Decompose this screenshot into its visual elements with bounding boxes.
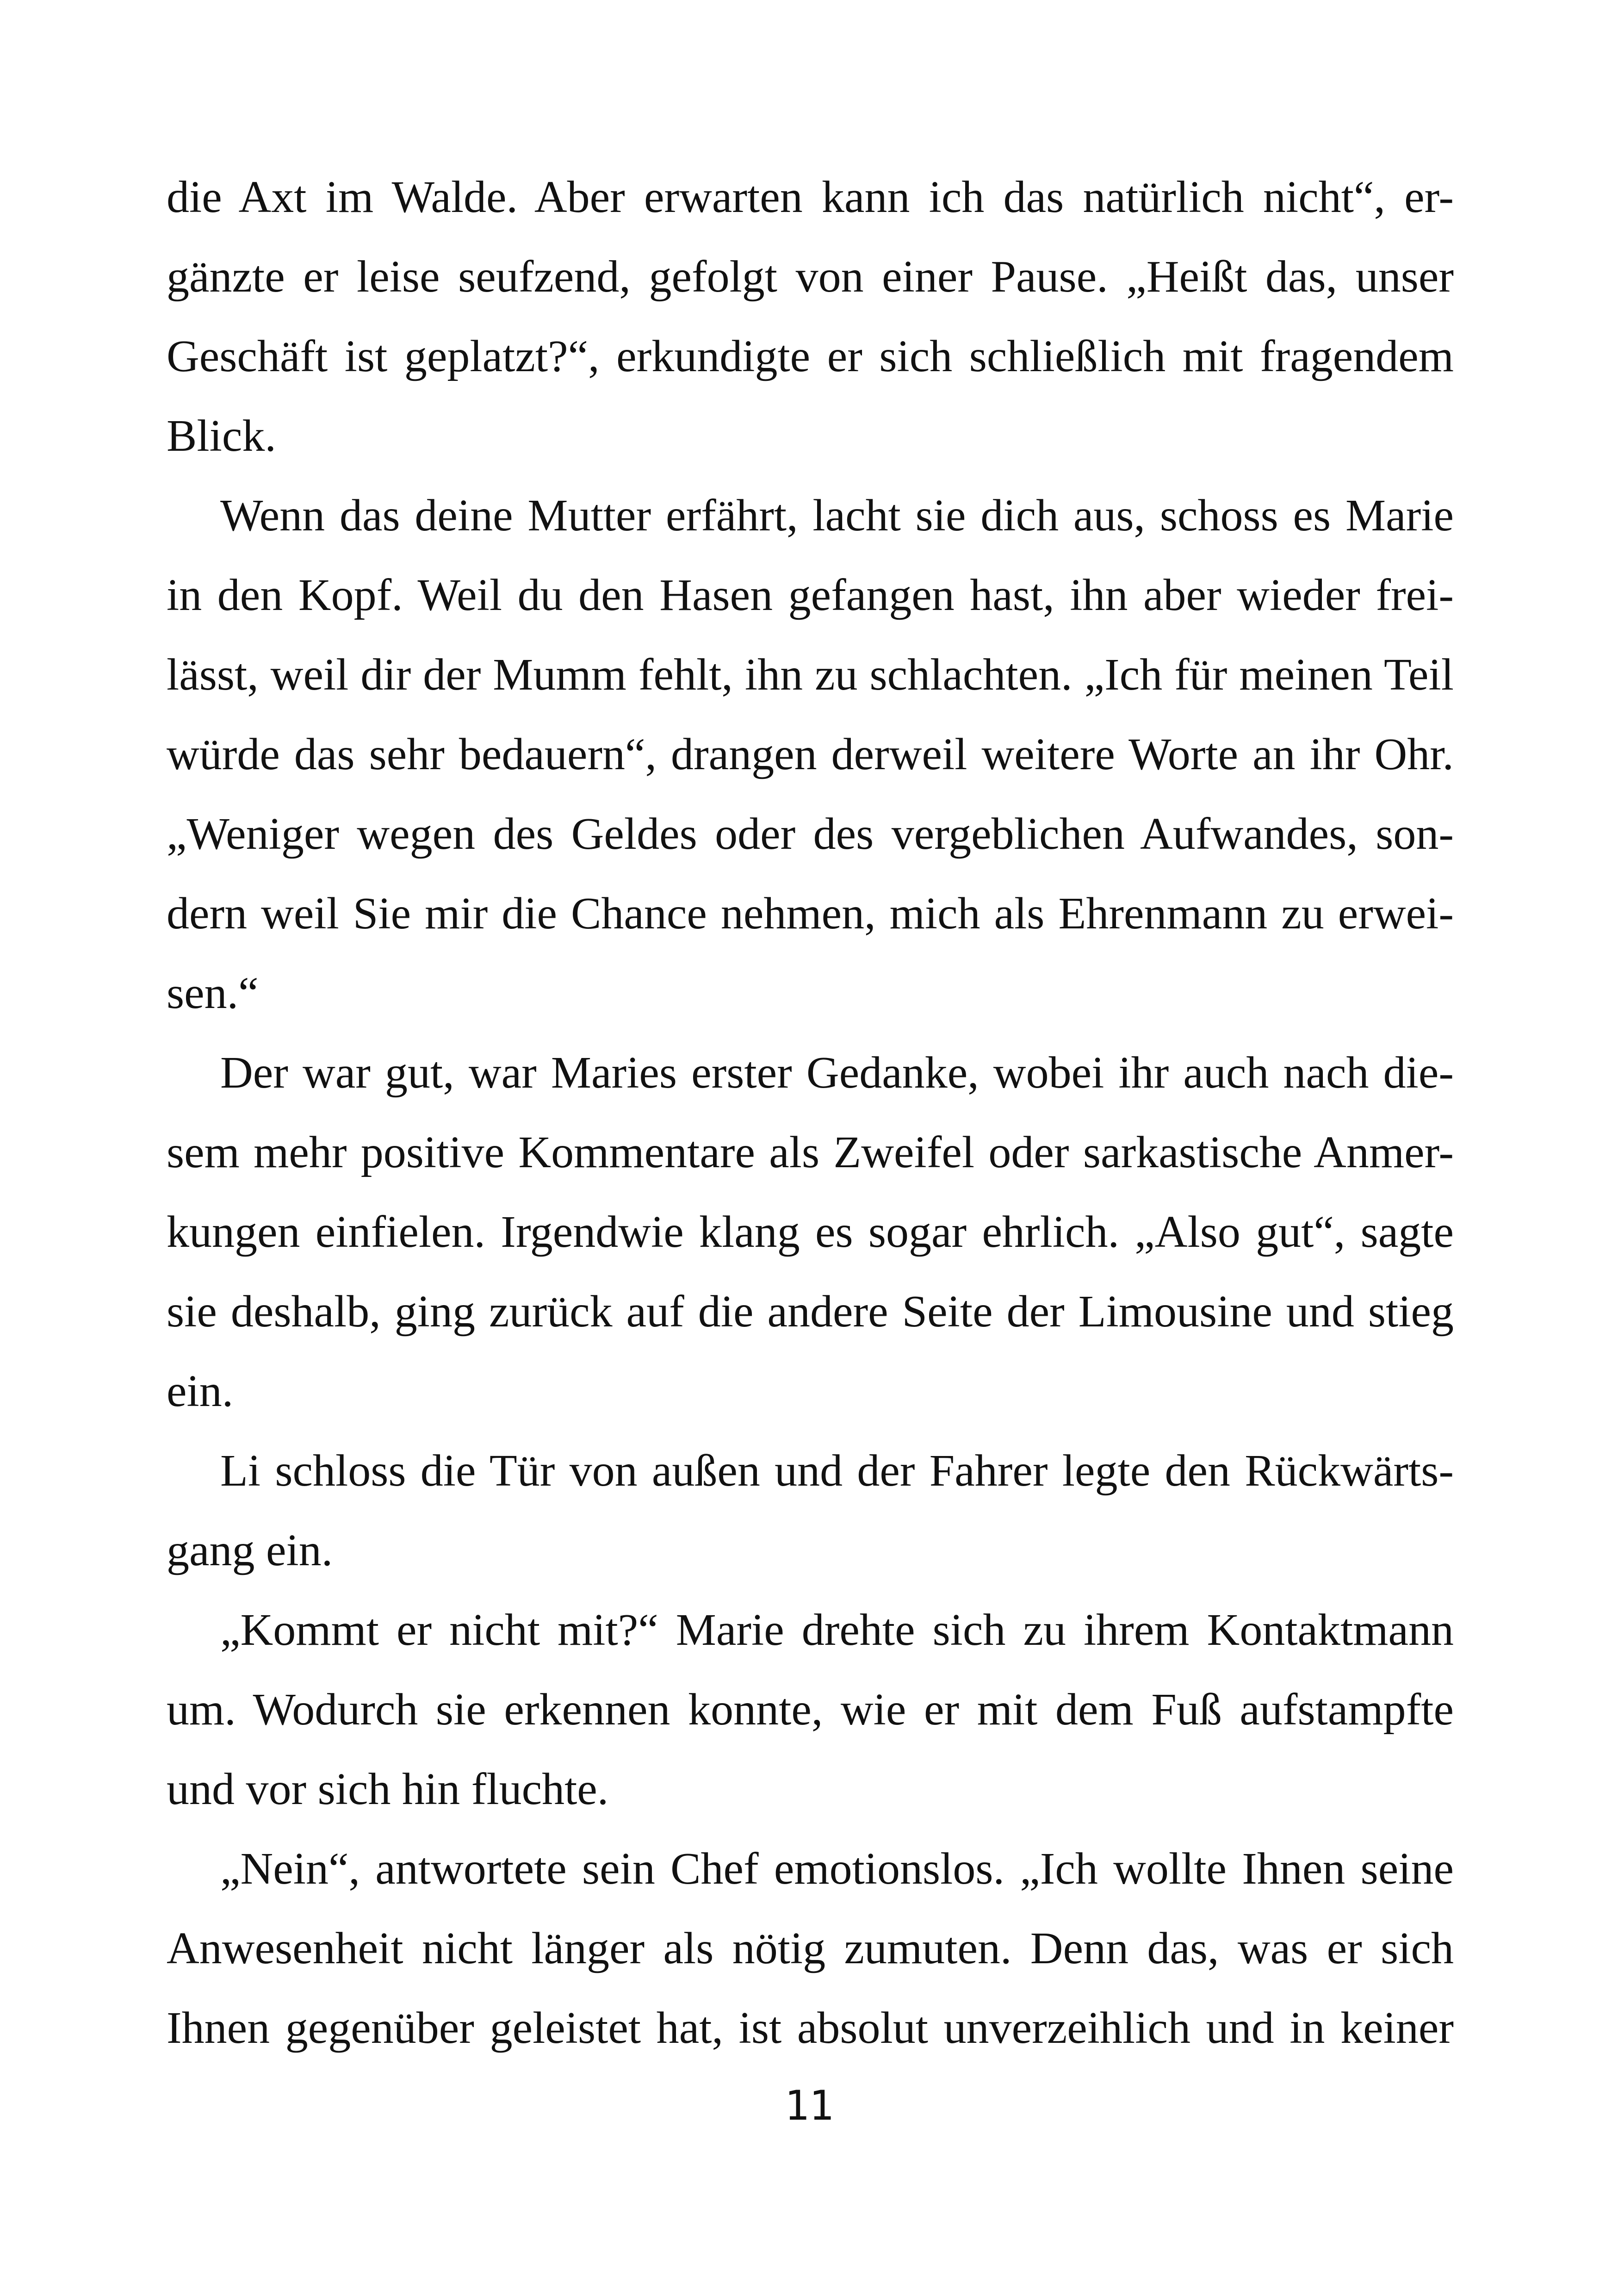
text-line: „Weniger wegen des Geldes oder des vergeblichen Aufwandes, son- <box>167 809 1454 859</box>
paragraph <box>167 1590 1454 1829</box>
paragraph <box>167 1033 1454 1431</box>
text-line: sen.“ <box>167 968 259 1018</box>
text-line: „Kommt er nicht mit?“ Marie drehte sich zu ihrem Kontaktmann <box>220 1605 1454 1655</box>
page-number: 11 <box>784 2082 834 2129</box>
text-line: Li schloss die Tür von außen und der Fahrer legte den Rückwärts- <box>220 1446 1454 1496</box>
text-line: Anwesenheit nicht länger als nötig zumuten. Denn das, was er sich <box>167 1923 1454 1973</box>
text-line: um. Wodurch sie erkennen konnte, wie er mit dem Fuß aufstampfte <box>167 1685 1454 1735</box>
text-line: Ihnen gegenüber geleistet hat, ist absolut unverzeihlich und in keiner <box>167 2003 1454 2053</box>
text-line: Wenn das deine Mutter erfährt, lacht sie dich aus, schoss es Marie <box>220 491 1454 541</box>
text-line: sem mehr positive Kommentare als Zweifel oder sarkastische Anmer- <box>167 1127 1454 1177</box>
text-line: ein. <box>167 1366 234 1416</box>
text-line: gang ein. <box>167 1525 333 1575</box>
text-line: Blick. <box>167 411 276 461</box>
text-line: kungen einfielen. Irgendwie klang es sogar ehrlich. „Also gut“, sagte <box>167 1207 1454 1257</box>
text-line: lässt, weil dir der Mumm fehlt, ihn zu schlachten. „Ich für meinen Teil <box>167 650 1454 700</box>
text-line: gänzte er leise seufzend, gefolgt von einer Pause. „Heißt das, unser <box>167 252 1454 302</box>
paragraph <box>167 476 1454 1033</box>
paragraph <box>167 1829 1454 2068</box>
text-line: und vor sich hin fluchte. <box>167 1764 609 1814</box>
paragraph <box>167 157 1454 476</box>
text-line: sie deshalb, ging zurück auf die andere Seite der Limousine und stieg <box>167 1287 1454 1337</box>
paragraph <box>167 1431 1454 1590</box>
text-line: Geschäft ist geplatzt?“, erkundigte er sich schließlich mit fragendem <box>167 331 1454 381</box>
text-line: „Nein“, antwortete sein Chef emotionslos. „Ich wollte Ihnen seine <box>220 1844 1454 1894</box>
text-line: in den Kopf. Weil du den Hasen gefangen hast, ihn aber wieder frei- <box>167 570 1454 620</box>
text-line: Der war gut, war Maries erster Gedanke, wobei ihr auch nach die- <box>220 1048 1454 1098</box>
body-text <box>167 157 1454 2068</box>
text-line: die Axt im Walde. Aber erwarten kann ich das natürlich nicht“, er- <box>167 172 1454 222</box>
text-line: dern weil Sie mir die Chance nehmen, mich als Ehrenmann zu erwei- <box>167 889 1454 939</box>
text-line: würde das sehr bedauern“, drangen derweil weitere Worte an ihr Ohr. <box>167 729 1454 779</box>
